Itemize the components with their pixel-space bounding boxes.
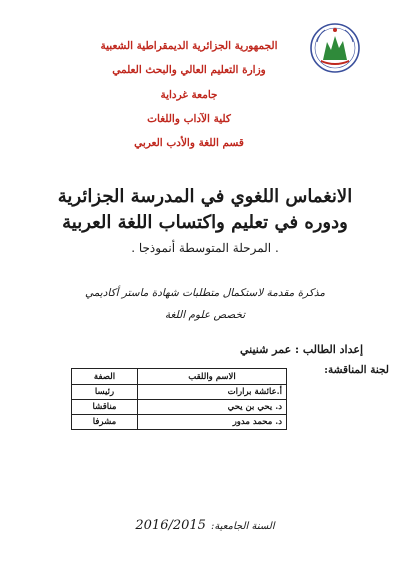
committee-member-name: د. محمد مدور bbox=[138, 415, 287, 430]
academic-year-value: 2016/2015 bbox=[135, 518, 206, 533]
thesis-title-line-2: ودوره في تعليم واكتساب اللغة العربية bbox=[62, 212, 348, 233]
committee-table-header bbox=[72, 369, 287, 385]
table-row bbox=[72, 385, 287, 400]
university-logo bbox=[309, 20, 361, 76]
table-row bbox=[72, 415, 287, 430]
committee-label: لجنة المناقشة: bbox=[324, 364, 389, 376]
academic-year bbox=[120, 514, 290, 533]
committee-member-name: أ.عائشة برارات bbox=[138, 385, 287, 400]
committee-member-role: رئيسا bbox=[72, 385, 138, 400]
academic-year-label: السنة الجامعية: bbox=[211, 521, 275, 532]
thesis-description: مذكرة مقدمة لاستكمال متطلبات شهادة ماستر أكاديمي bbox=[84, 287, 326, 299]
ministry-name: وزارة التعليم العالي والبحث العلمي bbox=[112, 64, 266, 76]
thesis-subtitle: . المرحلة المتوسطة أنموذجا . bbox=[131, 241, 279, 255]
committee-member-role: مناقشا bbox=[72, 400, 138, 415]
committee-header-name: الاسم واللقب bbox=[138, 369, 287, 385]
committee-header-role: الصفة bbox=[72, 369, 138, 385]
table-row bbox=[72, 400, 287, 415]
student-label: إعداد الطالب : عمر شنيني bbox=[240, 343, 363, 356]
university-name: جامعة غرداية bbox=[160, 89, 218, 101]
faculty-name: كلية الآداب واللغات bbox=[147, 113, 231, 125]
committee-member-role: مشرفا bbox=[72, 415, 138, 430]
republic-name: الجمهورية الجزائرية الديمقراطية الشعبية bbox=[100, 40, 278, 52]
committee-member-name: د. يحي بن يحي bbox=[138, 400, 287, 415]
department-name: قسم اللغة والأدب العربي bbox=[134, 137, 244, 149]
committee-table bbox=[71, 368, 287, 430]
thesis-specialization: تخصص علوم اللغة bbox=[164, 309, 246, 321]
thesis-title-line-1: الانغماس اللغوي في المدرسة الجزائرية bbox=[57, 186, 353, 207]
